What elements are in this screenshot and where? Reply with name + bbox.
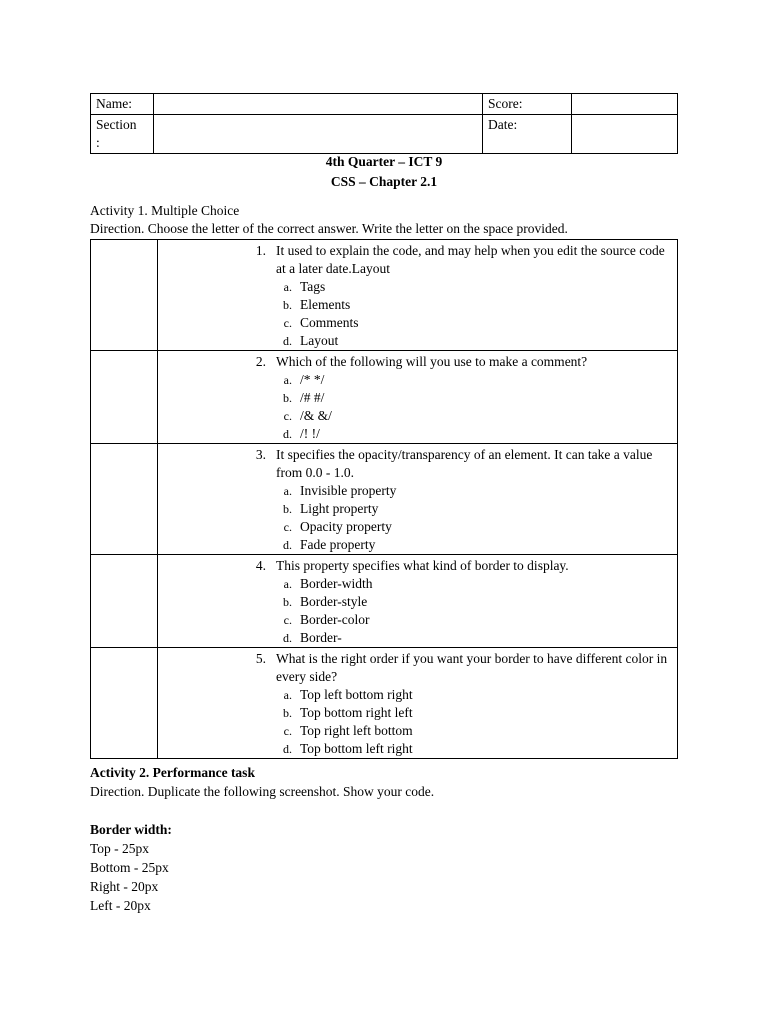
questions-table [90, 239, 678, 759]
border-left-line: Left - 20px [90, 898, 151, 913]
option-item [158, 332, 671, 350]
option-text: /# #/ [300, 390, 325, 405]
option-item [158, 629, 671, 647]
score-label: Score: [483, 94, 572, 115]
score-field[interactable] [572, 94, 678, 115]
option-text: Border- [300, 630, 342, 645]
answer-blank[interactable] [91, 648, 158, 759]
student-info-table [90, 93, 678, 154]
question-row [91, 648, 678, 759]
answer-blank[interactable] [91, 351, 158, 444]
option-text: Invisible property [300, 483, 397, 498]
name-field[interactable] [154, 94, 483, 115]
question-line [158, 446, 671, 482]
option-letter: c. [283, 409, 292, 423]
option-item [158, 500, 671, 518]
question-cell [158, 444, 678, 555]
option-item [158, 575, 671, 593]
option-item [158, 407, 671, 425]
question-line [158, 650, 671, 686]
option-text: Opacity property [300, 519, 392, 534]
option-item [158, 704, 671, 722]
question-line [158, 557, 671, 575]
option-text: Light property [300, 501, 379, 516]
option-text: Border-width [300, 576, 373, 591]
question-row [91, 444, 678, 555]
option-letter: a. [283, 688, 292, 702]
option-text: /! !/ [300, 426, 320, 441]
question-cell [158, 648, 678, 759]
question-line [158, 353, 671, 371]
option-text: Fade property [300, 537, 376, 552]
option-text: Border-color [300, 612, 370, 627]
option-letter: c. [283, 613, 292, 627]
section-field[interactable] [154, 115, 483, 154]
option-item [158, 686, 671, 704]
question-line [158, 242, 671, 278]
chapter-title: CSS – Chapter 2.1 [330, 174, 438, 189]
option-item [158, 482, 671, 500]
answer-blank[interactable] [91, 240, 158, 351]
option-letter: d. [283, 427, 292, 441]
option-letter: b. [283, 706, 292, 720]
border-right-line: Right - 20px [90, 879, 159, 894]
option-item [158, 314, 671, 332]
spacer [90, 801, 678, 820]
option-item [158, 389, 671, 407]
option-item [158, 740, 671, 758]
activity1-title: Activity 1. Multiple Choice [90, 203, 240, 218]
question-number: 3. [255, 447, 266, 462]
option-text: Top bottom left right [300, 741, 413, 756]
question-text: Which of the following will you use to make a comment? [276, 354, 588, 369]
date-label: Date: [483, 115, 572, 154]
option-letter: d. [283, 631, 292, 645]
option-item [158, 536, 671, 554]
question-row [91, 240, 678, 351]
name-label: Name: [91, 94, 154, 115]
question-number: 2. [255, 354, 266, 369]
question-text: This property specifies what kind of border to display. [276, 558, 569, 573]
option-item [158, 425, 671, 443]
option-text: /* */ [300, 372, 325, 387]
border-top-line: Top - 25px [90, 841, 150, 856]
worksheet-title [90, 152, 678, 192]
option-letter: a. [283, 577, 292, 591]
section-label-cell [91, 115, 154, 154]
option-letter: a. [283, 280, 292, 294]
option-letter: b. [283, 391, 292, 405]
option-text: /& &/ [300, 408, 332, 423]
option-text: Comments [300, 315, 359, 330]
option-text: Top bottom right left [300, 705, 413, 720]
date-field[interactable] [572, 115, 678, 154]
question-number: 5. [255, 651, 266, 666]
activity2-section [90, 763, 678, 915]
section-colon: : [96, 135, 100, 150]
border-bottom-line: Bottom - 25px [90, 860, 169, 875]
option-item [158, 722, 671, 740]
option-letter: c. [283, 520, 292, 534]
question-number: 4. [255, 558, 266, 573]
option-item [158, 611, 671, 629]
activity1-intro [90, 202, 678, 238]
option-text: Tags [300, 279, 326, 294]
option-letter: d. [283, 742, 292, 756]
option-text: Top left bottom right [300, 687, 413, 702]
option-text: Top right left bottom [300, 723, 413, 738]
option-item [158, 593, 671, 611]
question-text: What is the right order if you want your border to have different color in every side? [276, 651, 668, 684]
answer-blank[interactable] [91, 444, 158, 555]
question-row [91, 351, 678, 444]
activity2-title: Activity 2. Performance task [90, 765, 255, 780]
option-letter: b. [283, 298, 292, 312]
question-row [91, 555, 678, 648]
activity1-direction: Direction. Choose the letter of the correct answer. Write the letter on the space provided. [90, 221, 568, 236]
question-text: It specifies the opacity/transparency of an element. It can take a value from 0.0 - 1.0. [276, 447, 653, 480]
option-text: Elements [300, 297, 351, 312]
option-letter: a. [283, 484, 292, 498]
option-letter: c. [283, 316, 292, 330]
option-item [158, 371, 671, 389]
option-item [158, 518, 671, 536]
option-letter: d. [283, 538, 292, 552]
option-item [158, 296, 671, 314]
option-letter: b. [283, 595, 292, 609]
section-label: Section [96, 117, 137, 132]
option-letter: b. [283, 502, 292, 516]
answer-blank[interactable] [91, 555, 158, 648]
option-letter: a. [283, 373, 292, 387]
option-text: Border-style [300, 594, 368, 609]
option-text: Layout [300, 333, 339, 348]
question-text: It used to explain the code, and may help when you edit the source code at a later date.Layout [276, 243, 665, 276]
option-letter: c. [283, 724, 292, 738]
question-number: 1. [255, 243, 266, 258]
option-letter: d. [283, 334, 292, 348]
option-item [158, 278, 671, 296]
question-cell [158, 351, 678, 444]
question-cell [158, 240, 678, 351]
border-width-title: Border width: [90, 822, 172, 837]
question-cell [158, 555, 678, 648]
activity2-direction: Direction. Duplicate the following screenshot. Show your code. [90, 784, 435, 799]
quarter-title: 4th Quarter – ICT 9 [325, 154, 443, 169]
